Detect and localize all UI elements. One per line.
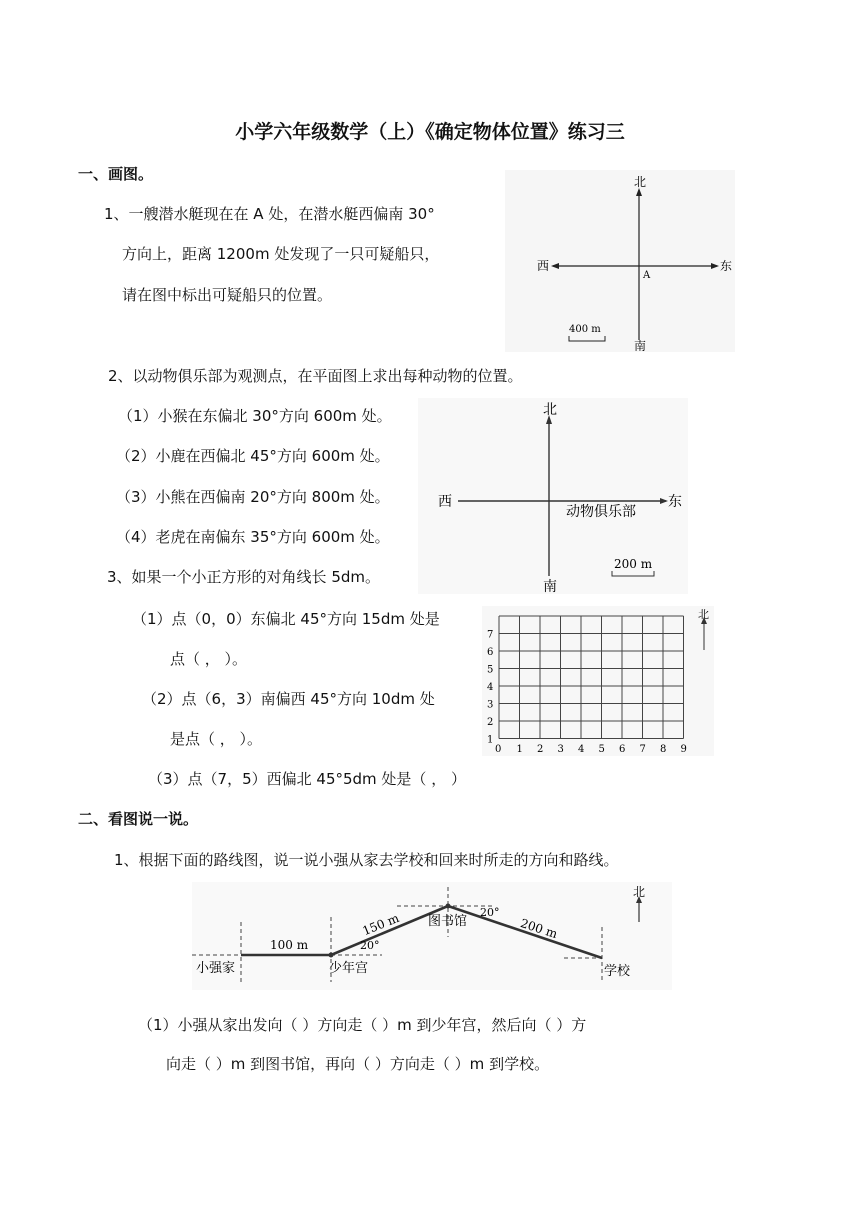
x-tick-label: 7 bbox=[639, 744, 646, 755]
q1-line3: 请在图中标出可疑船只的位置。 bbox=[122, 286, 333, 304]
x-tick-label: 3 bbox=[557, 744, 564, 755]
q2-item-2: （2）小鹿在西偏北 45°方向 600m 处。 bbox=[116, 447, 390, 465]
y-tick-label: 3 bbox=[487, 699, 494, 711]
school-label: 学校 bbox=[604, 964, 631, 979]
y-tick-label: 4 bbox=[487, 682, 494, 693]
club-label: 动物俱乐部 bbox=[566, 504, 636, 520]
y-tick-label: 1 bbox=[487, 734, 494, 746]
q2-item-1: （1）小猴在东偏北 30°方向 600m 处。 bbox=[118, 407, 392, 425]
x-tick-label: 6 bbox=[619, 744, 626, 755]
x-tick-label: 2 bbox=[537, 744, 544, 755]
q3-b-line2: 是点（ ， ）。 bbox=[170, 730, 263, 748]
page-title: 小学六年级数学（上）《确定物体位置》练习三 bbox=[235, 121, 625, 143]
point-a-label: A bbox=[643, 270, 651, 281]
angle-1: 20° bbox=[360, 939, 380, 952]
x-tick-label: 8 bbox=[660, 744, 667, 755]
west-label: 西 bbox=[438, 494, 452, 510]
q3-a-line2: 点（ ， ）。 bbox=[170, 650, 248, 668]
library-label: 图书馆 bbox=[428, 914, 468, 929]
q1-line1: 1、一艘潜水艇现在在 A 处，在潜水艇西偏南 30° bbox=[104, 205, 435, 223]
y-tick-label: 5 bbox=[487, 664, 494, 676]
q2-item-3: （3）小熊在西偏南 20°方向 800m 处。 bbox=[116, 488, 390, 506]
east-label: 东 bbox=[668, 494, 682, 510]
q3-intro: 3、如果一个小正方形的对角线长 5dm。 bbox=[107, 568, 380, 586]
angle-2: 20° bbox=[480, 906, 500, 919]
q3-b-line1: （2）点（6，3）南偏西 45°方向 10dm 处 bbox=[142, 690, 435, 708]
scale-label: 200 m bbox=[614, 557, 653, 571]
x-tick-label: 4 bbox=[578, 744, 585, 755]
q3-c-line: （3）点（7，5）西偏北 45°5dm 处是（ ， ） bbox=[148, 770, 466, 788]
west-label: 西 bbox=[537, 259, 550, 273]
y-tick-label: 6 bbox=[487, 647, 494, 658]
scale-label: 400 m bbox=[569, 324, 601, 335]
distance-2: 150 m bbox=[360, 910, 402, 939]
q2-intro: 2、以动物俱乐部为观测点，在平面图上求出每种动物的位置。 bbox=[108, 367, 523, 385]
answer-line-1: （1）小强从家出发向（ ）方向走（ ）m 到少年宫，然后向（ ）方 bbox=[138, 1016, 587, 1034]
x-tick-label: 0 bbox=[495, 744, 502, 755]
distance-3: 200 m bbox=[518, 916, 560, 942]
section2-heading: 二、看图说一说。 bbox=[78, 810, 199, 828]
youth-palace-label: 少年宫 bbox=[329, 961, 369, 976]
grid-figure bbox=[482, 606, 714, 760]
east-label: 东 bbox=[720, 259, 733, 273]
x-tick-label: 9 bbox=[680, 744, 687, 755]
y-tick-label: 7 bbox=[487, 629, 494, 641]
north-label: 北 bbox=[633, 885, 646, 899]
x-tick-label: 1 bbox=[516, 744, 523, 755]
distance-1: 100 m bbox=[270, 938, 309, 952]
q1-line2: 方向上，距离 1200m 处发现了一只可疑船只， bbox=[122, 245, 440, 263]
answer-line-2: 向走（ ）m 到图书馆，再向（ ）方向走（ ）m 到学校。 bbox=[166, 1055, 550, 1073]
compass-figure-2 bbox=[418, 398, 688, 598]
south-label: 南 bbox=[634, 339, 647, 352]
home-label: 小强家 bbox=[196, 961, 236, 976]
q3-a-line1: （1）点（0，0）东偏北 45°方向 15dm 处是 bbox=[132, 610, 440, 628]
compass-figure-1 bbox=[505, 170, 735, 356]
q2-item-4: （4）老虎在南偏东 35°方向 600m 处。 bbox=[116, 528, 390, 546]
y-tick-label: 2 bbox=[487, 717, 494, 728]
x-tick-label: 5 bbox=[598, 744, 605, 755]
section2-q1: 1、根据下面的路线图，说一说小强从家去学校和回来时所走的方向和路线。 bbox=[114, 851, 619, 869]
south-label: 南 bbox=[543, 579, 557, 594]
section1-heading: 一、画图。 bbox=[78, 165, 154, 183]
north-label: 北 bbox=[634, 175, 647, 189]
north-label: 北 bbox=[543, 402, 557, 418]
north-label: 北 bbox=[698, 608, 709, 621]
route-figure bbox=[192, 882, 672, 994]
